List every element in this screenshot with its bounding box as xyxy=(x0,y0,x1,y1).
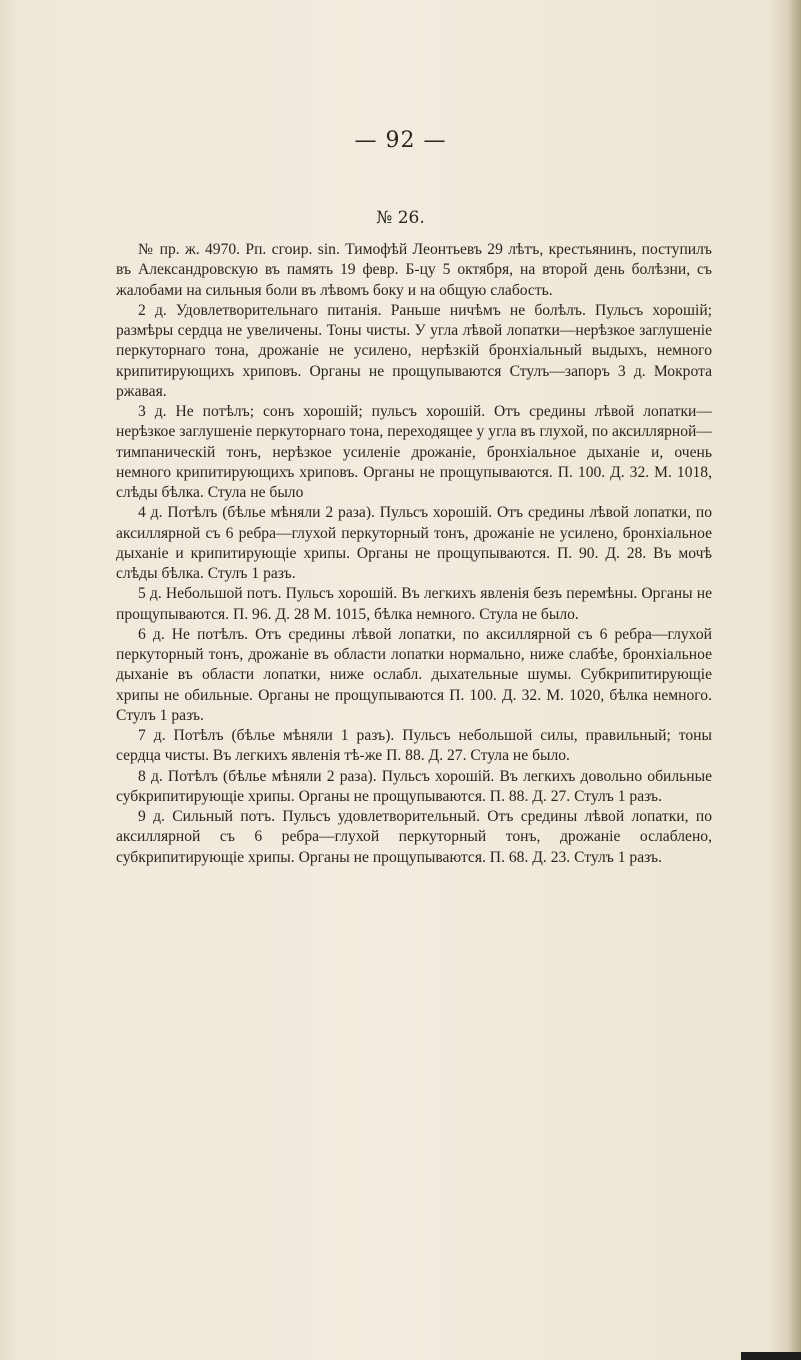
day-9-paragraph: 9 д. Сильный потъ. Пульсъ удовлетворительный. Отъ средины лѣвой лопатки, по аксиллярной съ 6 ребра—глухой перкуторный тонъ, дрожаніе ослаблено, субкрипитирующіе хрипы. Органы не прощупываются. П. 68. Д. 23. Стулъ 1 разъ. xyxy=(116,808,712,866)
page-number: — 92 — xyxy=(354,128,447,153)
day-3-paragraph: 3 д. Не потѣлъ; сонъ хорошій; пульсъ хорошій. Отъ средины лѣвой лопатки—нерѣзкое заглушеніе перкуторнаго тона, переходящее у угла въ глухой, по аксиллярной—тимпаническій тонъ, нерѣзкое усиленіе дрожаніе, бронхіальное дыханіе и, очень немного крипитирующихъ хриповъ. Органы не прощупываются. П. 100. Д. 32. М. 1018, слѣды бѣлка. Стула не было xyxy=(116,403,712,501)
day-8-paragraph: 8 д. Потѣлъ (бѣлье мѣняли 2 раза). Пульсъ хорошій. Въ легкихъ довольно обильные субкрипитирующіе хрипы. Органы не прощупываются. П. 88. Д. 27. Стулъ 1 разъ. xyxy=(116,767,712,805)
day-6-paragraph: 6 д. Не потѣлъ. Отъ средины лѣвой лопатки, по аксиллярной съ 6 ребра—глухой перкуторный тонъ, дрожаніе въ области лопатки нормально, ниже слабѣе, бронхіальное дыханіе въ области лопатки, ниже ослабл. дыхательные шумы. Субкрипитирующіе хрипы не обильные. Органы не прощупываются П. 100. Д. 32. М. 1020, бѣлка немного. Стулъ 1 разъ. xyxy=(116,625,712,724)
day-5-paragraph: 5 д. Небольшой потъ. Пульсъ хорошій. Въ легкихъ явленія безъ перемѣны. Органы не прощупываются. П. 96. Д. 28 М. 1015, бѣлка немного. Стула не было. xyxy=(116,585,712,623)
page-edge-shadow xyxy=(741,1352,801,1360)
case-body xyxy=(116,240,712,868)
book-spine-shadow xyxy=(787,0,801,1360)
day-2-paragraph: 2 д. Удовлетворительнаго питанія. Раньше ничѣмъ не болѣлъ. Пульсъ хорошій; размѣры сердца не увеличены. Тоны чисты. У угла лѣвой лопатки—нерѣзкое заглушеніе перкуторнаго тона, дрожаніе не усилено, нерѣзкій бронхіальный выдыхъ, немного крипитирующихъ хриповъ. Органы не прощупываются Стулъ—запоръ 3 д. Мокрота ржавая. xyxy=(116,301,712,400)
day-7-paragraph: 7 д. Потѣлъ (бѣлье мѣняли 1 разъ). Пульсъ небольшой силы, правильный; тоны сердца чисты. Въ легкихъ явленія тѣ-же П. 88. Д. 27. Стула не было. xyxy=(116,727,712,765)
case-heading: № 26. xyxy=(376,208,425,228)
day-4-paragraph: 4 д. Потѣлъ (бѣлье мѣняли 2 раза). Пульсъ хорошій. Отъ средины лѣвой лопатки, по аксиллярной съ 6 ребра—глухой перкуторный тонъ, дрожаніе не усилено, бронхіальное дыханіе и крипитирующіе хрипы. Органы не прощупываются. П. 90. Д. 28. Въ мочѣ слѣды бѣлка. Стулъ 1 разъ. xyxy=(116,504,712,582)
case-intro-paragraph: № пр. ж. 4970. Рп. сгоир. sin. Тимофѣй Леонтьевъ 29 лѣтъ, крестьянинъ, поступилъ въ Александровскую въ память 19 февр. Б-цу 5 октября, на второй день болѣзни, съ жалобами на сильныя боли въ лѣвомъ боку и на общую слабость. xyxy=(116,241,712,299)
